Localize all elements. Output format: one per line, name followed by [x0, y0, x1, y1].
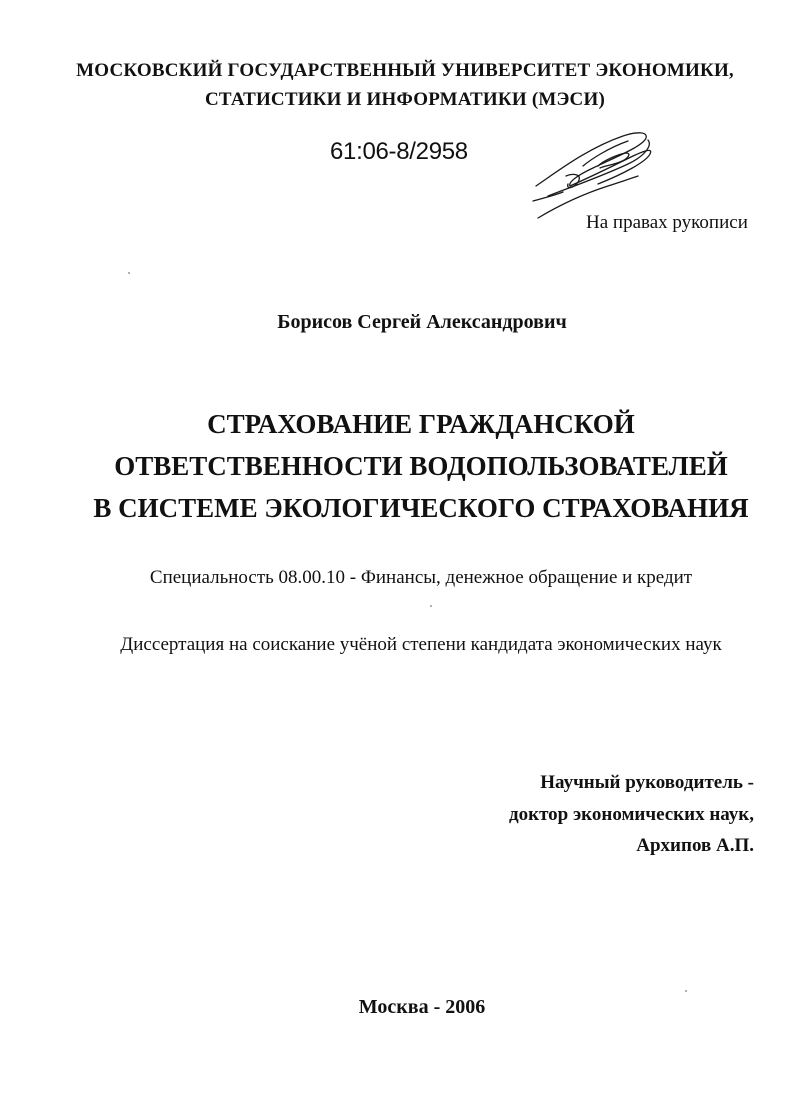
city-year: Москва - 2006: [358, 996, 486, 1018]
supervisor-degree: доктор экономических наук,: [509, 803, 754, 825]
scan-speck: [128, 272, 130, 274]
scan-speck: [685, 990, 687, 992]
handwritten-signature: [528, 126, 678, 221]
catalog-code: 61:06-8/2958: [330, 138, 468, 165]
university-line-1: МОСКОВСКИЙ ГОСУДАРСТВЕННЫЙ УНИВЕРСИТЕТ ЭКОНОМИКИ,: [76, 60, 734, 81]
title-line-1: СТРАХОВАНИЕ ГРАЖДАНСКОЙ: [207, 409, 635, 439]
title-line-2: ОТВЕТСТВЕННОСТИ ВОДОПОЛЬЗОВАТЕЛЕЙ: [114, 451, 728, 481]
scan-speck: [430, 605, 432, 607]
dissertation-note: Диссертация на соискание учёной степени кандидата экономических наук: [120, 634, 722, 655]
specialty-line: Специальность 08.00.10 - Финансы, денежное обращение и кредит: [149, 567, 693, 588]
author-name: Борисов Сергей Александрович: [277, 311, 567, 333]
supervisor-role: Научный руководитель -: [540, 772, 754, 793]
rights-note: На правах рукописи: [586, 212, 748, 233]
supervisor-name: Архипов А.П.: [636, 835, 754, 856]
university-line-2: СТАТИСТИКИ И ИНФОРМАТИКИ (МЭСИ): [204, 89, 605, 110]
supervisor-block: [509, 767, 754, 862]
dissertation-title: [60, 403, 782, 529]
title-line-3: В СИСТЕМЕ ЭКОЛОГИЧЕСКОГО СТРАХОВАНИЯ: [93, 493, 749, 523]
university-header: [60, 56, 750, 114]
